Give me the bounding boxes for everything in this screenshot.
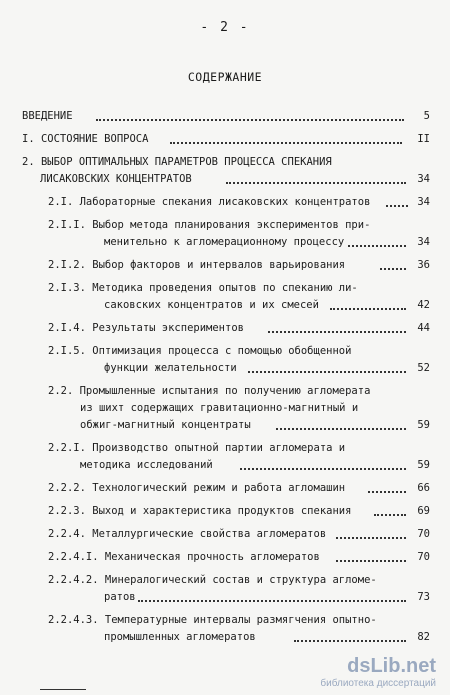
toc-entry-page: II [417,133,430,145]
toc-entry-text: 2.2.3. Выход и характеристика продуктов спекания [48,505,352,517]
toc-entry-text: методика исследований [80,459,213,471]
toc-entry-text: саковских концентратов и их смесей [104,299,319,311]
toc-entry-text: ратов [104,591,136,603]
dot-leader [226,168,406,184]
toc-entry-page: 52 [417,362,430,374]
toc-entry-text: 2.2. Промышленные испытания по получению агломерата [48,385,371,397]
toc-entry-text: 2.2.4.I. Механическая прочность агломератов [48,551,320,563]
toc-entry-text: 2.I.3. Методика проведения опытов по спеканию ли- [48,282,358,294]
toc-entry-text: промышленных агломератов [104,631,256,643]
toc-entry-page: 34 [417,236,430,248]
toc-entry-text: 2.I.I. Выбор метода планирования экспериментов при- [48,219,371,231]
toc-entry-text: I. СОСТОЯНИЕ ВОПРОСА [22,133,149,145]
toc-title: СОДЕРЖАНИЕ [187,70,263,84]
dot-leader [248,357,406,373]
toc-entry-text: 2.2.2. Технологический режим и работа агломашин [48,482,346,494]
toc-entry-text: 2.I. Лабораторные спекания лисаковских концентратов [48,196,371,208]
toc-entry-page: 34 [417,173,430,185]
toc-entry-text: 2.2.4. Металлургические свойства агломератов [48,528,327,540]
toc-entry-page: 69 [417,505,430,517]
dot-leader [268,317,406,333]
toc-entry-page: 36 [417,259,430,271]
toc-entry-page: 73 [417,591,430,603]
toc-entry-page: 44 [417,322,430,334]
dot-leader [138,586,406,602]
toc-entry-text: 2.2.4.3. Температурные интервалы размягчения опытно- [48,614,377,626]
toc-entry-text: ЛИСАКОВСКИХ КОНЦЕНТРАТОВ [40,173,192,185]
toc-entry-page: 59 [417,459,430,471]
page-number: - 2 - [200,20,250,35]
toc-entry-page: 66 [417,482,430,494]
watermark-subtitle: библиотека диссертаций [320,678,436,689]
toc-entry-text: 2.2.4.2. Минералогический состав и структура агломе- [48,574,377,586]
toc-entry-text: из шихт содержащих гравитационно-магнитный и [80,402,359,414]
dot-leader [96,105,404,121]
toc-entry-text: 2.I.2. Выбор факторов и интервалов варьирования [48,259,346,271]
toc-entry-text: 2.I.5. Оптимизация процесса с помощью обобщенной [48,345,352,357]
toc-entry-page: 70 [417,528,430,540]
toc-entry-page: 82 [417,631,430,643]
toc-entry-page: 59 [417,419,430,431]
toc-entry-text: менительно к агломерационному процессу [104,236,345,248]
dot-leader [276,414,406,430]
toc-entry-text: обжиг-магнитный концентраты [80,419,251,431]
footnote-rule [40,689,86,690]
toc-entry-text: ВВЕДЕНИЕ [22,110,73,122]
dot-leader [240,454,406,470]
dot-leader [170,128,402,144]
watermark-logo: dsLib.net [347,655,436,677]
toc-entry-text: функции желательности [104,362,237,374]
toc-entry-page: 34 [417,196,430,208]
toc-entry-text: 2. ВЫБОР ОПТИМАЛЬНЫХ ПАРАМЕТРОВ ПРОЦЕССА СПЕКАНИЯ [22,156,332,168]
watermark [320,655,436,689]
toc-entry-text: 2.I.4. Результаты экспериментов [48,322,244,334]
toc-entry-text: 2.2.I. Производство опытной партии агломерата и [48,442,346,454]
toc-entry-page: 5 [423,110,430,122]
toc-entry-page: 70 [417,551,430,563]
toc-entry-page: 42 [417,299,430,311]
